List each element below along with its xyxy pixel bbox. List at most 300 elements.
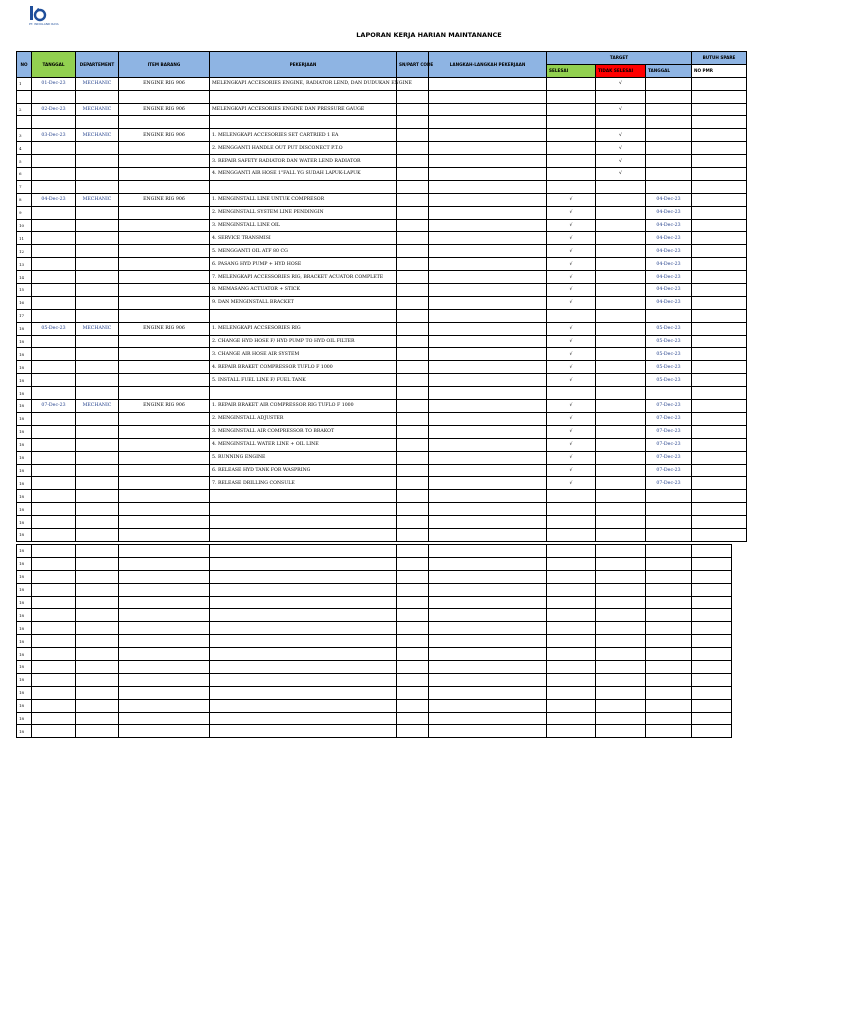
blank-cell [646,661,692,674]
row-no-pmr [692,129,747,142]
row-tanggal [32,180,76,193]
col-departement: DEPARTEMENT [76,52,119,78]
row-tidak-selesai [596,296,646,309]
blank-cell [547,596,596,609]
row-no-pmr [692,284,747,297]
row-langkah [429,425,547,438]
blank-cell [692,557,732,570]
row-pekerjaan [210,528,397,541]
row-no: 6 [17,168,32,181]
row-departement [76,284,119,297]
row-no-pmr [692,361,747,374]
blank-cell [397,673,429,686]
blank-cell [119,712,210,725]
row-tanggal [32,490,76,503]
row-target-tanggal: 07-Dec-23 [646,464,692,477]
blank-cell [596,725,646,738]
row-selesai: √ [547,206,596,219]
row-target-tanggal [646,155,692,168]
blank-cell [210,545,397,558]
row-departement [76,219,119,232]
row-no: 18 [17,516,32,529]
row-no: 8 [17,193,32,206]
row-no: 18 [17,622,32,635]
table-row [17,103,747,116]
row-no-pmr [692,322,747,335]
blank-cell [692,596,732,609]
col-selesai: SELESAI [547,64,596,77]
blank-cell [646,583,692,596]
blank-cell [76,622,119,635]
row-pekerjaan [210,309,397,322]
row-no-pmr [692,180,747,193]
row-no: 2 [17,103,32,116]
row-departement [76,206,119,219]
row-target-tanggal: 05-Dec-23 [646,322,692,335]
table-row [17,245,747,258]
blank-cell [429,673,547,686]
row-no-pmr [692,103,747,116]
row-tidak-selesai [596,193,646,206]
row-departement [76,464,119,477]
row-no [17,90,32,103]
table-row [17,503,747,516]
row-selesai: √ [547,258,596,271]
table-row [17,490,747,503]
row-no: 10 [17,219,32,232]
row-target-tanggal [646,77,692,90]
row-sn-part-code [397,193,429,206]
row-no-pmr [692,142,747,155]
blank-cell [119,609,210,622]
row-langkah [429,245,547,258]
row-selesai [547,155,596,168]
blank-cell [76,725,119,738]
blank-cell [646,725,692,738]
row-no: 18 [17,699,32,712]
row-no-pmr [692,155,747,168]
blank-cell [119,686,210,699]
row-departement [76,90,119,103]
blank-cell [32,570,76,583]
row-no: 18 [17,570,32,583]
row-tidak-selesai [596,271,646,284]
blank-cell [32,596,76,609]
row-tidak-selesai [596,451,646,464]
row-no-pmr [692,245,747,258]
row-selesai: √ [547,412,596,425]
row-departement [76,477,119,490]
blank-cell [210,583,397,596]
row-departement [76,155,119,168]
row-target-tanggal [646,387,692,400]
blank-cell [646,596,692,609]
row-no-pmr [692,528,747,541]
row-no-pmr [692,412,747,425]
row-tidak-selesai [596,387,646,400]
blank-cell [210,570,397,583]
row-langkah [429,296,547,309]
row-departement [76,309,119,322]
row-pekerjaan: 1. REPAIR BRAKET AIR COMPRESSOR RIG TUFLO F 1000 [210,400,397,413]
blank-cell [76,545,119,558]
row-departement [76,142,119,155]
row-tanggal [32,387,76,400]
blank-cell [119,570,210,583]
table-row [17,712,732,725]
row-tanggal [32,464,76,477]
row-sn-part-code [397,374,429,387]
row-sn-part-code [397,477,429,490]
row-tidak-selesai [596,258,646,271]
blank-cell [32,673,76,686]
blank-cell [547,725,596,738]
row-pekerjaan: 4. MENGINSTALL WATER LINE + OIL LINE [210,438,397,451]
blank-cell [210,712,397,725]
row-selesai [547,387,596,400]
row-sn-part-code [397,335,429,348]
row-item-barang [119,155,210,168]
blank-cell [429,596,547,609]
blank-cell [76,648,119,661]
blank-cell [429,686,547,699]
row-item-barang [119,412,210,425]
row-item-barang [119,425,210,438]
row-selesai: √ [547,464,596,477]
row-item-barang [119,258,210,271]
row-selesai [547,503,596,516]
row-item-barang [119,451,210,464]
table-row [17,90,747,103]
row-tanggal: 03-Dec-23 [32,129,76,142]
row-no: 18 [17,374,32,387]
row-no: 14 [17,271,32,284]
blank-cell [210,635,397,648]
row-selesai [547,168,596,181]
row-tidak-selesai: √ [596,77,646,90]
blank-cell [429,661,547,674]
blank-cell [119,557,210,570]
table-row [17,271,747,284]
row-pekerjaan [210,490,397,503]
row-selesai: √ [547,335,596,348]
row-no: 18 [17,464,32,477]
row-tidak-selesai: √ [596,142,646,155]
blank-cell [397,609,429,622]
row-pekerjaan: 5. INSTALL FUEL LINE F/ FUEL TANK [210,374,397,387]
blank-cell [596,712,646,725]
blank-cell [397,545,429,558]
blank-cell [692,686,732,699]
table-row [17,258,747,271]
row-target-tanggal [646,129,692,142]
row-sn-part-code [397,296,429,309]
blank-cell [32,557,76,570]
row-no-pmr [692,90,747,103]
row-target-tanggal [646,180,692,193]
row-target-tanggal [646,528,692,541]
blank-cell [596,635,646,648]
row-tidak-selesai [596,361,646,374]
row-departement [76,387,119,400]
row-tidak-selesai [596,400,646,413]
blank-cell [596,570,646,583]
row-no: 3 [17,129,32,142]
table-row [17,648,732,661]
table-row [17,77,747,90]
row-selesai [547,142,596,155]
row-departement [76,258,119,271]
row-sn-part-code [397,180,429,193]
blank-cell [692,661,732,674]
blank-cell [692,570,732,583]
row-tidak-selesai [596,374,646,387]
blank-cell [596,673,646,686]
row-no-pmr [692,219,747,232]
row-target-tanggal: 05-Dec-23 [646,348,692,361]
blank-cell [32,725,76,738]
row-tidak-selesai [596,322,646,335]
blank-cell [547,622,596,635]
row-sn-part-code [397,116,429,129]
row-no: 17 [17,309,32,322]
blank-cell [692,545,732,558]
row-langkah [429,503,547,516]
blank-cell [32,609,76,622]
blank-cell [32,635,76,648]
row-departement: MECHANIC [76,193,119,206]
row-langkah [429,142,547,155]
row-tidak-selesai [596,219,646,232]
row-selesai: √ [547,245,596,258]
row-no: 18 [17,322,32,335]
row-sn-part-code [397,322,429,335]
row-langkah [429,180,547,193]
row-sn-part-code [397,309,429,322]
row-sn-part-code [397,412,429,425]
row-no: 13 [17,258,32,271]
row-selesai: √ [547,438,596,451]
row-selesai [547,490,596,503]
blank-cell [429,609,547,622]
row-tanggal [32,438,76,451]
row-no: 18 [17,583,32,596]
row-pekerjaan [210,116,397,129]
row-sn-part-code [397,206,429,219]
row-sn-part-code [397,129,429,142]
blank-cell [397,712,429,725]
blank-cell [397,583,429,596]
blank-cell [210,673,397,686]
row-item-barang [119,142,210,155]
row-departement [76,296,119,309]
row-tidak-selesai [596,503,646,516]
row-target-tanggal: 07-Dec-23 [646,451,692,464]
table-row [17,570,732,583]
row-sn-part-code [397,387,429,400]
blank-cell [646,609,692,622]
blank-cell [646,570,692,583]
row-item-barang [119,296,210,309]
blank-cell [547,557,596,570]
row-tanggal [32,155,76,168]
row-target-tanggal: 07-Dec-23 [646,438,692,451]
blank-cell [547,686,596,699]
table-row [17,309,747,322]
row-sn-part-code [397,258,429,271]
row-departement: MECHANIC [76,77,119,90]
row-tidak-selesai [596,284,646,297]
row-tidak-selesai [596,90,646,103]
row-tanggal: 07-Dec-23 [32,400,76,413]
row-target-tanggal: 04-Dec-23 [646,271,692,284]
row-tanggal [32,232,76,245]
row-sn-part-code [397,155,429,168]
row-selesai [547,180,596,193]
row-item-barang: ENGINE RIG 906 [119,77,210,90]
row-langkah [429,361,547,374]
row-pekerjaan [210,516,397,529]
row-langkah [429,335,547,348]
row-pekerjaan: 4. MENGGANTI AIR HOSE 1"FALL YG SUDAH LAPUK-LAPUK [210,168,397,181]
blank-cell [429,712,547,725]
table-row [17,412,747,425]
blank-cell [547,570,596,583]
blank-cell [547,609,596,622]
row-no: 11 [17,232,32,245]
row-sn-part-code [397,503,429,516]
col-no-pmr: NO PMR [692,64,747,77]
row-langkah [429,168,547,181]
row-pekerjaan: 8. MEMASANG ACTUATOR + STICK [210,284,397,297]
row-item-barang [119,503,210,516]
table-row [17,686,732,699]
row-pekerjaan: 7. MELENGKAPI ACCESSORIES RIG, BRACKET ACUATOR COMPLETE [210,271,397,284]
blank-cell [547,661,596,674]
row-no: 7 [17,180,32,193]
table-row [17,168,747,181]
row-pekerjaan: 6. PASANG HYD PUMP + HYD HOSE [210,258,397,271]
row-item-barang [119,477,210,490]
row-langkah [429,103,547,116]
report-table [16,51,747,542]
row-selesai: √ [547,400,596,413]
table-row [17,387,747,400]
row-departement [76,503,119,516]
table-row [17,451,747,464]
row-tanggal [32,296,76,309]
row-no: 15 [17,284,32,297]
row-departement [76,528,119,541]
table-row [17,374,747,387]
blank-cell [119,545,210,558]
row-langkah [429,206,547,219]
row-pekerjaan: 9. DAN MENGINSTALL BRACKET [210,296,397,309]
row-tanggal [32,219,76,232]
blank-cell [692,699,732,712]
blank-cell [119,699,210,712]
blank-cell [119,648,210,661]
row-item-barang [119,206,210,219]
row-selesai: √ [547,271,596,284]
col-target-tanggal: TANGGAL [646,64,692,77]
row-selesai: √ [547,361,596,374]
blank-cell [596,686,646,699]
blank-cell [210,622,397,635]
row-tanggal [32,528,76,541]
row-target-tanggal: 04-Dec-23 [646,206,692,219]
blank-cell [692,712,732,725]
row-no: 16 [17,296,32,309]
row-no: 18 [17,400,32,413]
blank-cell [76,673,119,686]
row-langkah [429,516,547,529]
table-row [17,622,732,635]
row-selesai: √ [547,193,596,206]
blank-cell [646,622,692,635]
table-row [17,635,732,648]
row-item-barang: ENGINE RIG 906 [119,103,210,116]
row-no-pmr [692,335,747,348]
blank-cell [547,712,596,725]
row-target-tanggal: 04-Dec-23 [646,284,692,297]
blank-cell [596,596,646,609]
row-langkah [429,309,547,322]
row-no: 18 [17,361,32,374]
row-no: 18 [17,503,32,516]
blank-cell [397,661,429,674]
row-no: 1 [17,77,32,90]
row-item-barang [119,516,210,529]
blank-cell [210,557,397,570]
table-row [17,155,747,168]
row-departement [76,374,119,387]
row-sn-part-code [397,528,429,541]
blank-cell [429,622,547,635]
row-no-pmr [692,206,747,219]
row-no: 18 [17,425,32,438]
row-target-tanggal [646,103,692,116]
row-no: 9 [17,206,32,219]
blank-cell [119,583,210,596]
row-departement: MECHANIC [76,322,119,335]
row-pekerjaan: 1. MELENGKAPI ACCESORIES SET CARTRIED 1 EA [210,129,397,142]
row-no: 18 [17,387,32,400]
blank-cell [397,725,429,738]
blank-cell [76,699,119,712]
row-no-pmr [692,490,747,503]
row-tanggal [32,90,76,103]
row-pekerjaan: 5. MENGGANTI OIL ATF 80 CG [210,245,397,258]
row-selesai: √ [547,296,596,309]
row-no-pmr [692,232,747,245]
blank-cell [119,622,210,635]
row-no: 18 [17,686,32,699]
blank-cell [547,583,596,596]
row-selesai [547,116,596,129]
row-target-tanggal: 07-Dec-23 [646,425,692,438]
row-pekerjaan [210,503,397,516]
row-item-barang [119,387,210,400]
row-no-pmr [692,400,747,413]
blank-cell [119,661,210,674]
blank-cell [32,699,76,712]
row-no-pmr [692,464,747,477]
row-no-pmr [692,296,747,309]
row-tidak-selesai: √ [596,129,646,142]
row-sn-part-code [397,516,429,529]
row-tanggal [32,116,76,129]
